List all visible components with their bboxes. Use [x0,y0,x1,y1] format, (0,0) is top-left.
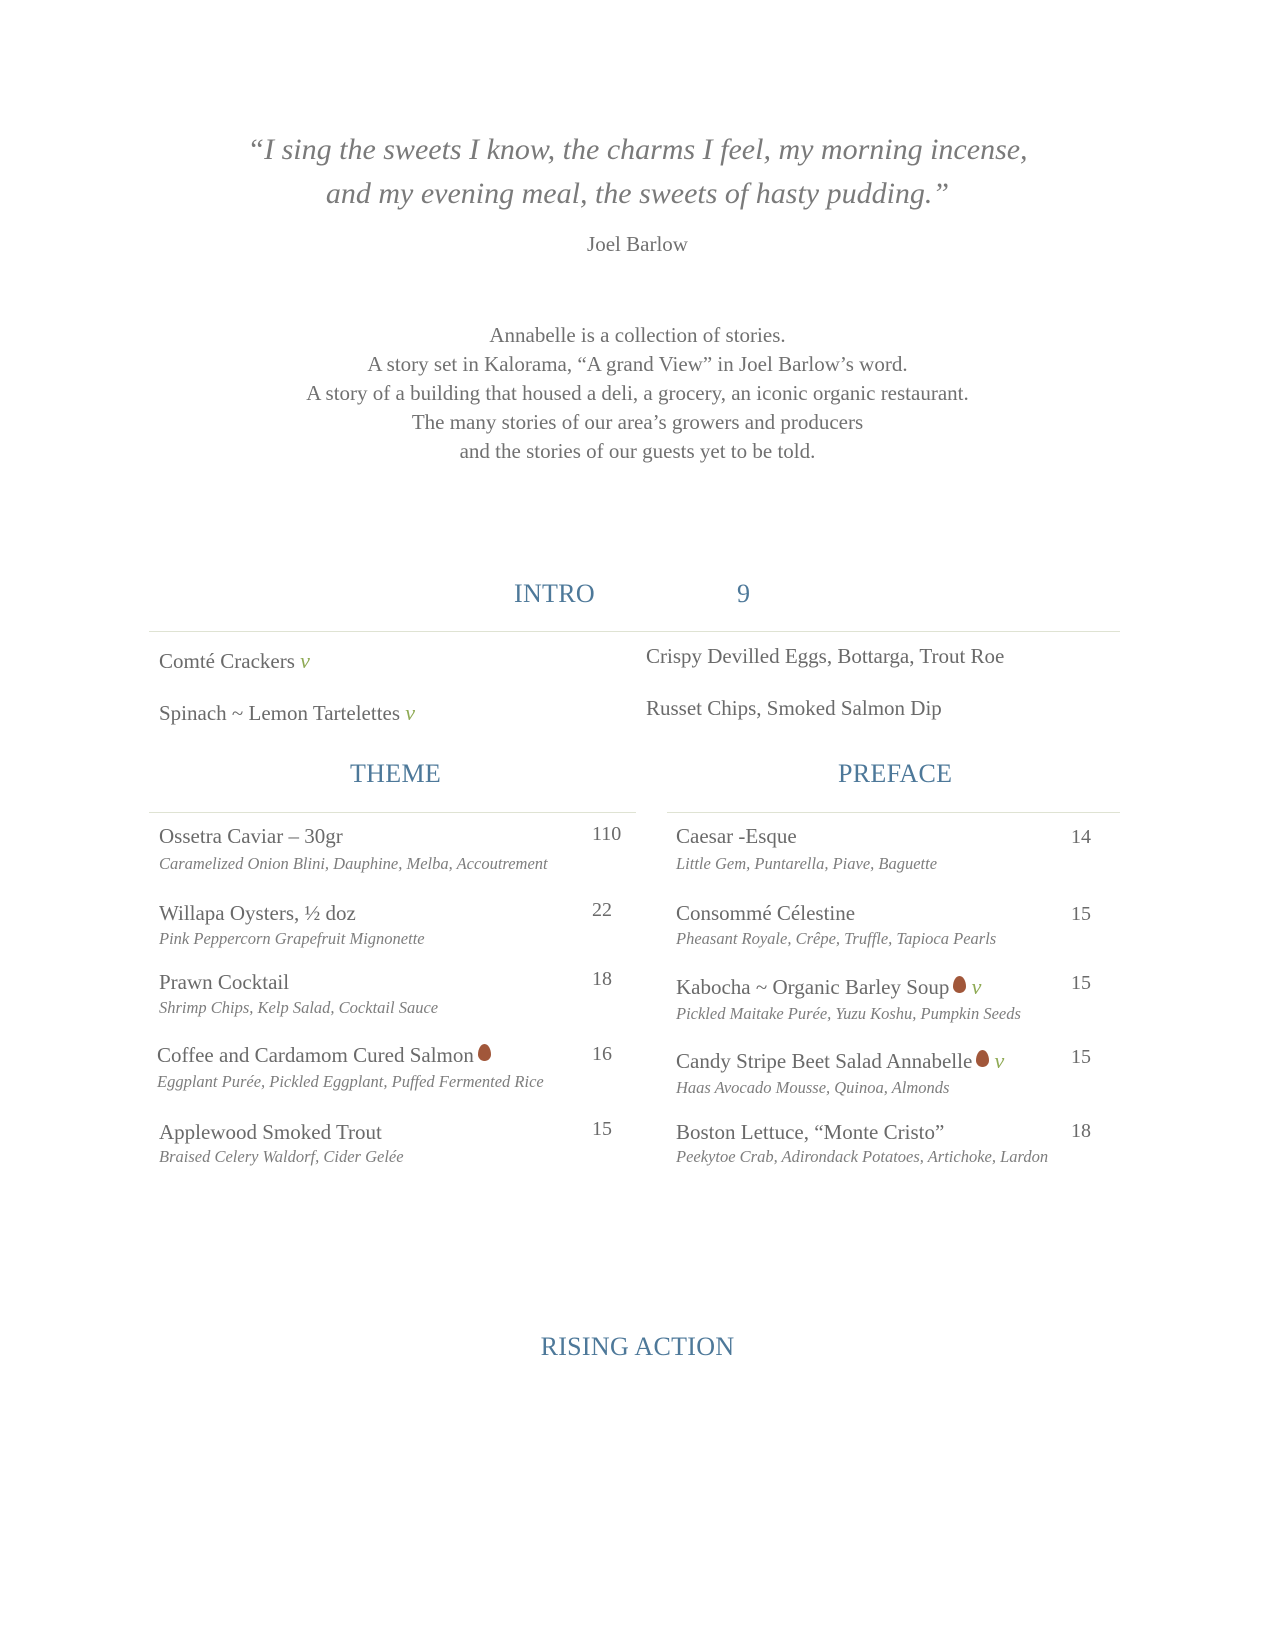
theme-item-desc: Braised Celery Waldorf, Cider Gelée [159,1147,404,1166]
preface-item-name: Caesar -Esque [676,824,797,848]
preface-item-name [676,974,981,1000]
preface-item-price: 15 [1071,1046,1091,1068]
item-name: Kabocha ~ Organic Barley Soup [676,975,950,999]
theme-item-price: 110 [592,823,622,845]
leaf-icon [478,1044,491,1061]
vegetarian-mark: v [300,648,310,673]
preface-item-name [676,1048,1004,1074]
story-intro [0,321,1275,466]
preface-item-desc: Peekytoe Crab, Adirondack Potatoes, Artichoke, Lardon [676,1147,1049,1166]
theme-item-name: Willapa Oysters, ½ doz [159,901,356,925]
story-line: A story of a building that housed a deli, a grocery, an iconic organic restaurant. [306,381,969,405]
intro-price: 9 [737,579,751,608]
preface-item-desc: Little Gem, Puntarella, Piave, Baguette [676,854,938,873]
theme-item-name: Ossetra Caviar – 30gr [159,824,343,848]
intro-item [646,696,942,721]
intro-item [159,700,415,726]
preface-divider [667,812,1120,813]
preface-item-name: Boston Lettuce, “Monte Cristo” [676,1120,945,1144]
theme-item-name: Applewood Smoked Trout [159,1120,382,1144]
theme-item-name [157,1043,491,1068]
intro-divider [149,631,1120,632]
theme-item-price: 16 [592,1043,612,1065]
story-line: A story set in Kalorama, “A grand View” in Joel Barlow’s word. [367,352,908,376]
item-name: Spinach ~ Lemon Tartelettes [159,701,401,725]
quote-line-2: and my evening meal, the sweets of hasty pudding.” [325,177,950,210]
quote-author: Joel Barlow [587,232,688,256]
item-name: Russet Chips, Smoked Salmon Dip [646,696,942,720]
story-line: Annabelle is a collection of stories. [489,323,786,347]
preface-item-price: 15 [1071,903,1091,925]
story-line: and the stories of our guests yet to be told. [459,439,816,463]
theme-item-name: Prawn Cocktail [159,970,290,994]
preface-item-price: 15 [1071,972,1091,994]
intro-item [646,644,1004,669]
leaf-icon [953,976,966,993]
theme-item-price: 18 [592,968,612,990]
preface-item-name: Consommé Célestine [676,901,856,925]
theme-item-desc: Caramelized Onion Blini, Dauphine, Melba, Accoutrement [159,854,548,873]
intro-heading: INTRO [514,579,595,608]
vegetarian-mark: v [994,1048,1005,1073]
preface-item-desc: Haas Avocado Mousse, Quinoa, Almonds [676,1078,950,1097]
preface-item-price: 18 [1071,1120,1091,1142]
theme-item-desc: Pink Peppercorn Grapefruit Mignonette [159,929,425,948]
rising-action-heading: RISING ACTION [540,1332,735,1361]
item-name: Crispy Devilled Eggs, Bottarga, Trout Roe [646,644,1005,668]
leaf-icon [976,1050,989,1067]
intro-item [159,648,310,674]
preface-item-desc: Pickled Maitake Purée, Yuzu Koshu, Pumpkin Seeds [676,1004,1021,1023]
theme-divider [149,812,636,813]
theme-item-desc: Eggplant Purée, Pickled Eggplant, Puffed Fermented Rice [157,1072,544,1091]
item-name: Candy Stripe Beet Salad Annabelle [676,1049,973,1073]
preface-item-desc: Pheasant Royale, Crêpe, Truffle, Tapioca Pearls [676,929,997,948]
epigraph-quote [0,128,1275,216]
preface-heading: PREFACE [838,759,953,788]
vegetarian-mark: v [971,974,982,999]
preface-item-price: 14 [1071,826,1091,848]
theme-item-price: 15 [592,1118,612,1140]
item-name: Coffee and Cardamom Cured Salmon [157,1043,474,1067]
story-line: The many stories of our area’s growers and producers [411,410,864,434]
item-name: Comté Crackers [159,649,295,673]
theme-item-desc: Shrimp Chips, Kelp Salad, Cocktail Sauce [159,998,439,1017]
vegetarian-mark: v [405,700,416,725]
theme-item-price: 22 [592,899,612,921]
theme-heading: THEME [350,759,442,788]
quote-line-1: “I sing the sweets I know, the charms I feel, my morning incense, [247,133,1028,166]
